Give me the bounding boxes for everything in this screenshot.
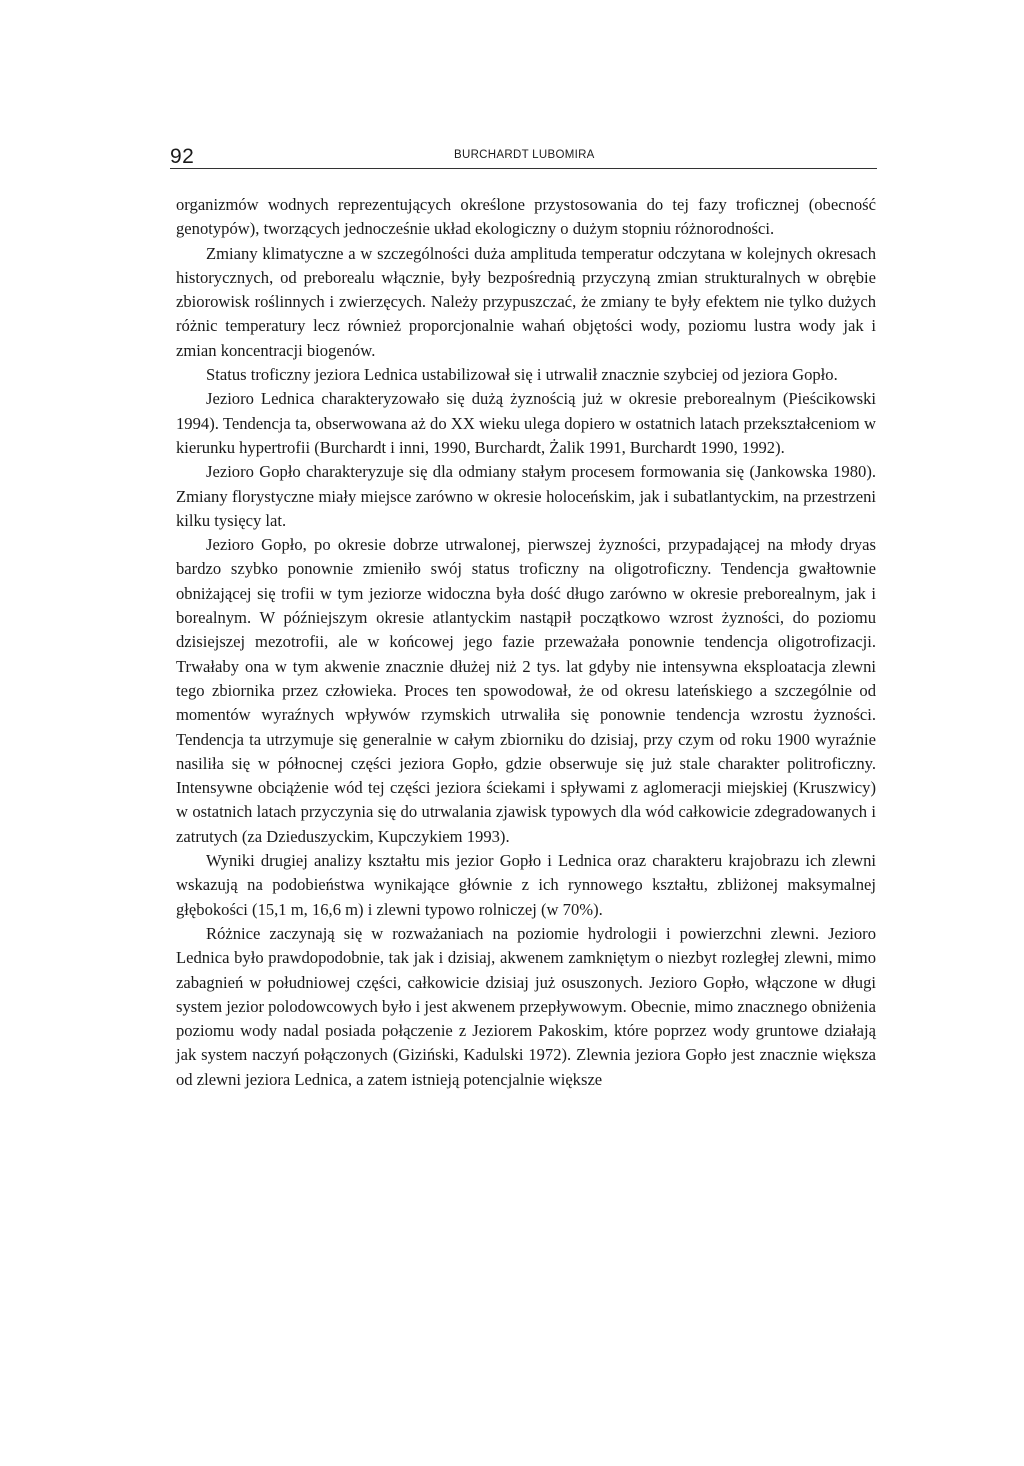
- header-rule: [170, 168, 877, 169]
- paragraph-3: Status troficzny jeziora Lednica ustabilizował się i utrwalił znacznie szybciej od jeziora Gopło.: [206, 365, 838, 385]
- paragraph-4: Jezioro Lednica charakteryzowało się dużą żyznością już w okresie preborealnym (Pieścikowski 1994). Tendencja ta, obserwowana aż do XX wieku ulega dopiero w ostatnich latach przekształceniom w kierunku hypertrofii (Burchardt i inni, 1990, Burchardt, Żalik 1991, Burchardt 1990, 1992).: [176, 389, 876, 457]
- paragraph-8: Różnice zaczynają się w rozważaniach na poziomie hydrologii i powierzchni zlewni. Jezioro Lednica było prawdopodobnie, tak jak i dzisiaj, akwenem zamkniętym o niezbyt rozległej zlewni, mimo zabagnień w południowej części, całkowicie dzisiaj już osuszonych. Jezioro Gopło, włączone w długi system jezior polodowcowych było i jest akwenem przepływowym. Obecnie, mimo znacznego obniżenia poziomu wody nadal posiada połączenie z Jeziorem Pakoskim, które poprzez wody gruntowe działają jak system naczyń połączonych (Giziński, Kadulski 1972). Zlewnia jeziora Gopło jest znacznie większa od zlewni jeziora Lednica, a zatem istnieją potencjalnie większe: [176, 923, 876, 1089]
- running-head: BURCHARDT LUBOMIRA: [454, 149, 595, 161]
- page-number: 92: [170, 145, 195, 168]
- paragraph-7: Wyniki drugiej analizy kształtu mis jezior Gopło i Lednica oraz charakteru krajobrazu ich zlewni wskazują na podobieństwa wynikające głównie z ich rynnowego kształtu, zbliżonej maksymalnej głębokości (15,1 m, 16,6 m) i zlewni typowo rolniczej (w 70%).: [176, 851, 876, 919]
- paragraph-1: organizmów wodnych reprezentujących określone przystosowania do tej fazy troficznej (obecność genotypów), tworzących jednocześnie układ ekologiczny o dużym stopniu różnorodności.: [176, 195, 876, 239]
- paragraph-2: Zmiany klimatyczne a w szczególności duża amplituda temperatur odczytana w kolejnych okresach historycznych, od preborealu włącznie, były bezpośrednią przyczyną zmian strukturalnych w obrębie zbiorowisk roślinnych i zwierzęcych. Należy przypuszczać, że zmiany te były efektem nie tylko dużych różnic temperatury lecz również proporcjonalnie wahań objętości wody, poziomu lustra wody jak i zmian koncentracji biogenów.: [176, 243, 876, 360]
- body-text: [176, 193, 876, 1092]
- paragraph-6: Jezioro Gopło, po okresie dobrze utrwalonej, pierwszej żyzności, przypadającej na młody dryas bardzo szybko ponownie zmieniło swój status troficzny na oligotroficzny. Tendencja gwałtownie obniżającej się trofii w tym jeziorze widoczna była dość długo zarówno w okresie preborealnym, jak i borealnym. W późniejszym okresie atlantyckim nastąpił początkowo wzrost żyzności, do poziomu dzisiejszej mezotrofii, ale w końcowej jego fazie przeważała ponownie tendencja oligotrofizacji. Trwałaby ona w tym akwenie znacznie dłużej niż 2 tys. lat gdyby nie intensywna eksploatacja zlewni tego zbiornika przez człowieka. Proces ten spowodował, że od okresu lateńskiego a szczególnie od momentów wyraźnych wpływów rzymskich utrwaliła się ponownie tendencja wzrostu żyzności. Tendencja ta utrzymuje się generalnie w całym zbiorniku do dzisiaj, przy czym od roku 1900 wyraźnie nasiliła się w północnej części jeziora Gopło, gdzie obserwuje się już stale charakter politroficzny. Intensywne obciążenie wód tej części jeziora ściekami i spływami z aglomeracji miejskiej (Kruszwicy) w ostatnich latach przyczynia się do utrwalania zjawisk typowych dla wód całkowicie zdegradowanych i zatrutych (za Dzieduszyckim, Kupczykiem 1993).: [176, 535, 876, 846]
- paragraph-5: Jezioro Gopło charakteryzuje się dla odmiany stałym procesem formowania się (Jankowska 1980). Zmiany florystyczne miały miejsce zarówno w okresie holoceńskim, jak i subatlantyckim, na przestrzeni kilku tysięcy lat.: [176, 462, 876, 530]
